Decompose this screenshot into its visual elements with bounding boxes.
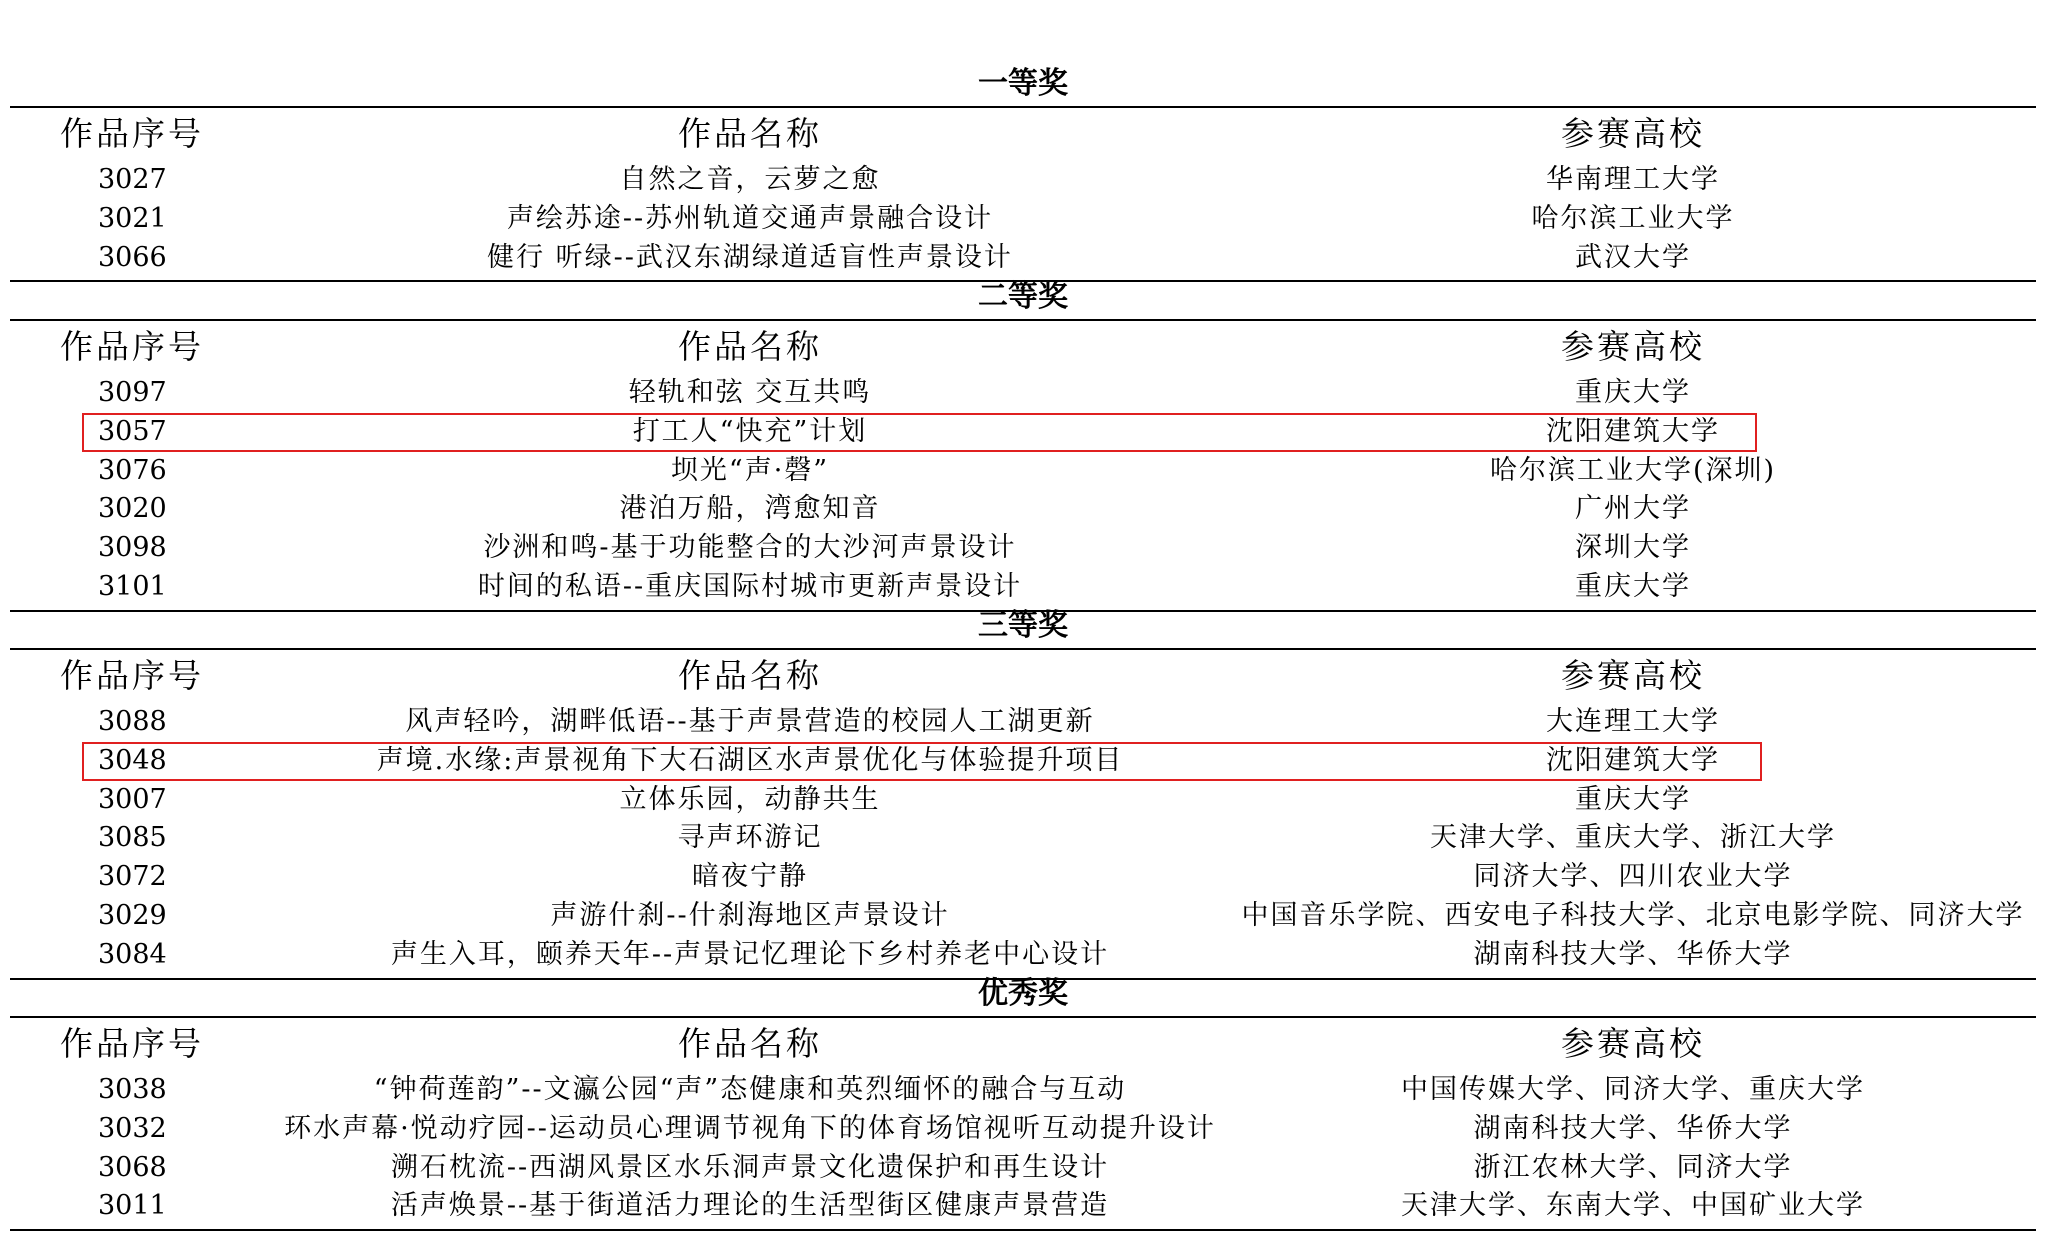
entry-school: 沈阳建筑大学 [1546,744,1720,776]
table-row [10,741,2036,780]
entry-id: 3021 [98,202,167,234]
entry-school: 大连理工大学 [1546,706,1720,737]
entry-school: 中国传媒大学、同济大学、重庆大学 [1401,1074,1865,1105]
column-header-name: 作品名称 [678,656,822,695]
table-top-rule [10,1016,2036,1018]
entry-school: 中国音乐学院、西安电子科技大学、北京电影学院、同济大学 [1241,900,2025,931]
entry-school: 同济大学、四川农业大学 [1473,861,1793,893]
section-title: 优秀奖 [978,976,1068,1011]
entry-school: 重庆大学 [1575,377,1691,408]
table-row [10,160,2036,199]
table-row [10,451,2036,490]
entry-name: 沙洲和鸣-基于功能整合的大沙河声景设计 [483,532,1017,564]
entry-name: 暗夜宁静 [692,861,808,893]
entry-school: 浙江农林大学、同济大学 [1473,1151,1793,1183]
table-row [10,1148,2036,1187]
entry-school: 哈尔滨工业大学(深圳) [1489,454,1777,486]
column-header-school: 参赛高校 [1561,1024,1705,1063]
column-header-school: 参赛高校 [1561,114,1705,153]
entry-school: 天津大学、东南大学、中国矿业大学 [1401,1190,1865,1222]
entry-id: 3098 [98,532,167,564]
entry-id: 3029 [98,900,167,931]
table-header-row [10,325,2036,369]
entry-id: 3084 [98,938,167,970]
table-row [10,412,2036,451]
entry-name: 寻声环游记 [677,822,823,854]
table-row [10,1070,2036,1109]
table-row [10,1186,2036,1225]
table-header-row [10,112,2036,156]
entry-id: 3038 [98,1074,167,1105]
entry-school: 重庆大学 [1575,571,1691,602]
entry-name: 坝光“声·磬” [670,454,830,486]
entry-name: 活声焕景--基于街道活力理论的生活型街区健康声景营造 [390,1190,1110,1222]
entry-id: 3007 [98,783,167,815]
entry-id: 3072 [98,861,167,893]
entry-name: 声绘苏途--苏州轨道交通声景融合设计 [506,202,994,234]
entry-name: 声境.水缘:声景视角下大石湖区水声景优化与体验提升项目 [376,744,1124,776]
entry-id: 3085 [98,822,167,854]
table-top-rule [10,648,2036,650]
column-header-school: 参赛高校 [1561,327,1705,366]
entry-name: 时间的私语--重庆国际村城市更新声景设计 [477,571,1023,602]
table-row [10,780,2036,819]
table-row [10,857,2036,896]
entry-id: 3066 [98,241,167,273]
entry-id: 3020 [98,493,167,525]
entry-id: 3027 [98,164,167,195]
column-header-name: 作品名称 [678,327,822,366]
entry-school: 天津大学、重庆大学、浙江大学 [1430,822,1836,854]
entry-id: 3076 [98,454,167,486]
table-row [10,238,2036,277]
entry-name: 溯石枕流--西湖风景区水乐洞声景文化遗保护和再生设计 [390,1151,1110,1183]
table-row [10,199,2036,238]
entry-id: 3088 [98,706,167,737]
entry-school: 湖南科技大学、华侨大学 [1473,1112,1793,1144]
column-header-name: 作品名称 [678,114,822,153]
entry-id: 3057 [98,415,167,447]
column-header-id: 作品序号 [60,1024,204,1063]
entry-name: 风声轻吟，湖畔低语--基于声景营造的校园人工湖更新 [405,706,1095,737]
entry-name: 环水声幕·悦动疗园--运动员心理调节视角下的体育场馆视听互动提升设计 [284,1112,1216,1144]
entry-id: 3011 [98,1190,167,1222]
entry-id: 3101 [98,571,167,602]
table-top-rule [10,106,2036,108]
table-row [10,935,2036,974]
entry-school: 华南理工大学 [1546,164,1720,195]
entry-school: 武汉大学 [1575,241,1691,273]
table-row [10,489,2036,528]
entry-name: 立体乐园，动静共生 [619,783,881,815]
entry-school: 重庆大学 [1575,783,1691,815]
entry-school: 哈尔滨工业大学 [1531,202,1735,234]
entry-id: 3097 [98,377,167,408]
table-row [10,702,2036,741]
entry-id: 3068 [98,1151,167,1183]
entry-school: 深圳大学 [1575,532,1691,564]
table-row [10,567,2036,606]
column-header-id: 作品序号 [60,114,204,153]
table-header-row [10,1022,2036,1066]
entry-id: 3032 [98,1112,167,1144]
table-header-row [10,654,2036,698]
table-bottom-rule [10,1229,2036,1231]
table-row [10,818,2036,857]
table-top-rule [10,319,2036,321]
entry-id: 3048 [98,744,167,776]
table-row [10,528,2036,567]
table-row [10,373,2036,412]
section-title: 二等奖 [978,279,1068,314]
entry-name: “钟荷莲韵”--文瀛公园“声”态健康和英烈缅怀的融合与互动 [373,1074,1127,1105]
entry-name: 声生入耳，颐养天年--声景记忆理论下乡村养老中心设计 [390,938,1110,970]
entry-school: 沈阳建筑大学 [1546,415,1720,447]
entry-name: 打工人“快充”计划 [632,415,868,447]
entry-name: 自然之音，云萝之愈 [619,164,881,195]
section-title: 三等奖 [978,608,1068,643]
column-header-id: 作品序号 [60,656,204,695]
section-title: 一等奖 [978,66,1068,101]
column-header-name: 作品名称 [678,1024,822,1063]
entry-school: 湖南科技大学、华侨大学 [1473,938,1793,970]
column-header-school: 参赛高校 [1561,656,1705,695]
column-header-id: 作品序号 [60,327,204,366]
entry-name: 声游什刹--什刹海地区声景设计 [550,900,950,931]
table-row [10,896,2036,935]
entry-name: 健行 听绿--武汉东湖绿道适盲性声景设计 [487,241,1013,273]
entry-school: 广州大学 [1575,493,1691,525]
entry-name: 轻轨和弦 交互共鸣 [628,377,872,408]
entry-name: 港泊万船，湾愈知音 [619,493,881,525]
table-row [10,1109,2036,1148]
